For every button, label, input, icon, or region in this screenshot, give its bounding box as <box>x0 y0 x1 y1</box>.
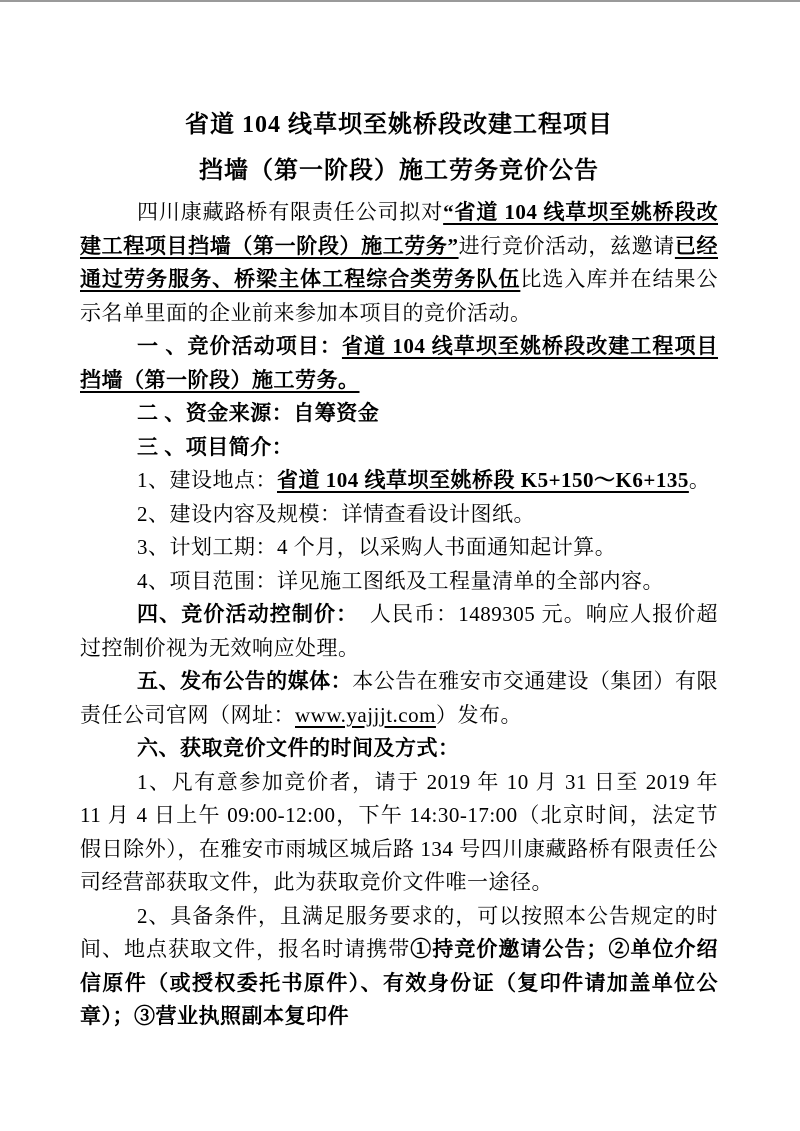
text-run: 1、凡有意参加竞价者，请于 2019 年 10 月 31 日至 2019 年 11 月 4 日上午 09:00-12:00，下午 14:30-17:00（北京时间，法定节假日除外），在雅安市雨城区城后路 134 号四川康藏路桥有限责任公司经营部获取文件，此为获取竞价文件唯一途径。 <box>80 769 718 894</box>
section-5-media <box>80 665 718 732</box>
text-run: 。 <box>688 468 711 492</box>
item-1-location <box>80 464 718 498</box>
section-2-funding <box>80 397 718 431</box>
text-run: 四、竞价活动控制价： <box>137 602 348 626</box>
text-run: 四川康藏路桥有限责任公司拟对 <box>137 200 444 224</box>
text-run: 比选入库并在结果公示名单里面的企业前来参加本项目的竞价活动。 <box>80 267 719 325</box>
text-run: 2、建设内容及规模：详情查看设计图纸。 <box>137 501 535 526</box>
text-run: 已经通过劳务服务、桥梁主体工程综合类劳务队伍 <box>80 233 719 291</box>
website-url: www.yajjjt.com <box>295 702 436 727</box>
text-run: 六、获取竞价文件的时间及方式： <box>137 736 460 760</box>
text-run: 五、发布公告的媒体： <box>137 669 353 693</box>
text-run: 人民币：1489305 元。响应人报价超过控制价视为无效响应处理。 <box>80 602 719 660</box>
section-6-item-1 <box>80 766 718 900</box>
text-run: 进行竞价活动，兹邀请 <box>458 233 675 258</box>
text-run: 本公告在雅安市交通建设（集团）有限责任公司官网（网址： <box>80 669 719 727</box>
text-run: 三 、项目简介： <box>137 434 294 459</box>
text-run: 3、计划工期：4 个月，以采购人书面通知起计算。 <box>137 535 617 559</box>
text-run: 2、具备条件，且满足服务要求的，可以按照本公告规定的时间、地点获取文件，报名时请携带 <box>80 903 718 961</box>
document-body <box>80 196 718 1034</box>
document-title-line-2: 挡墙（第一阶段）施工劳务竞价公告 <box>199 158 599 184</box>
section-1-project <box>80 330 718 397</box>
text-run: 省道 104 线草坝至姚桥段 K5+150～K6+135 <box>277 468 689 492</box>
document-content <box>0 2 800 1034</box>
intro-paragraph <box>80 196 718 330</box>
item-3-duration <box>80 531 718 565</box>
text-run: 二 、资金来源：自筹资金 <box>137 401 380 425</box>
text-run: “省道 104 线草坝至姚桥段改建工程项目挡墙（第一阶段）施工劳务” <box>80 200 719 258</box>
section-3-overview <box>80 431 718 465</box>
item-4-range <box>80 565 718 599</box>
text-run: 4、项目范围：详见施工图纸及工程量清单的全部内容。 <box>137 568 664 593</box>
text-run: 省道 104 线草坝至姚桥段改建工程项目挡墙（第一阶段）施工劳务。 <box>80 334 719 392</box>
item-2-scope <box>80 498 718 532</box>
section-4-control-price <box>80 598 718 665</box>
document-title <box>80 102 718 194</box>
section-6-item-2 <box>80 900 718 1034</box>
section-6-obtain-documents <box>80 732 718 766</box>
text-run: 一 、竞价活动项目： <box>137 334 342 358</box>
text-run: ）发布。 <box>435 702 522 727</box>
text-run: ①持竞价邀请公告；②单位介绍信原件（或授权委托书原件）、有效身份证（复印件请加盖单位公章）；③营业执照副本复印件 <box>80 937 719 1028</box>
text-run: 1、建设地点： <box>137 468 277 492</box>
document-title-line-1: 省道 104 线草坝至姚桥段改建工程项目 <box>185 112 613 138</box>
